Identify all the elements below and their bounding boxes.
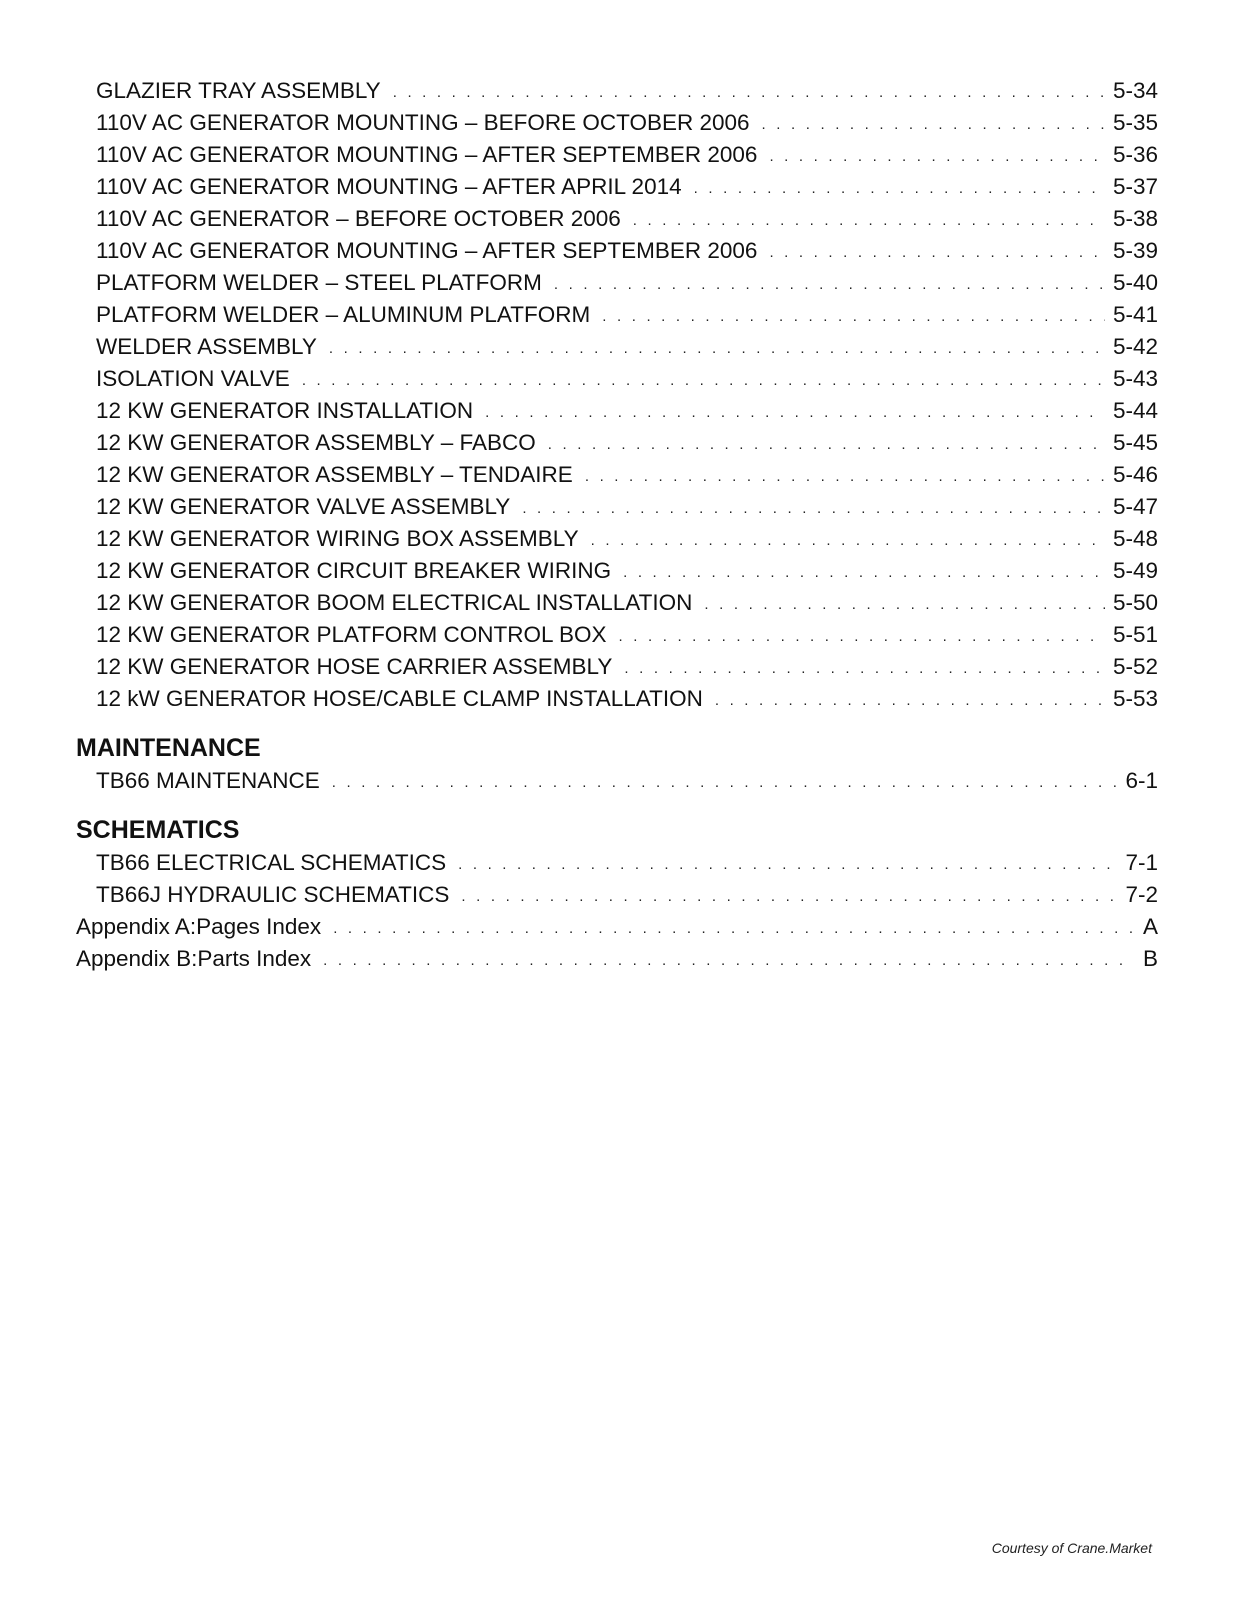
toc-entry-title: GLAZIER TRAY ASSEMBLY [96, 78, 381, 103]
toc-entry[interactable] [76, 587, 1158, 619]
table-of-contents [76, 75, 1158, 975]
toc-list-maintenance [76, 765, 1158, 797]
dot-leader [591, 525, 1105, 557]
toc-entry-title: Appendix B:Parts Index [76, 946, 312, 971]
dot-leader [694, 173, 1105, 205]
toc-entry[interactable] [76, 847, 1158, 879]
dot-leader [522, 493, 1105, 525]
toc-entry-title: 110V AC GENERATOR – BEFORE OCTOBER 2006 [96, 206, 621, 231]
toc-entry-title: 12 KW GENERATOR PLATFORM CONTROL BOX [96, 622, 607, 647]
toc-entry[interactable] [76, 555, 1158, 587]
toc-entry[interactable] [76, 683, 1158, 715]
toc-entry[interactable] [76, 203, 1158, 235]
toc-entry-page: 5-52 [1112, 654, 1158, 679]
toc-entry-title: 12 KW GENERATOR VALVE ASSEMBLY [96, 494, 511, 519]
dot-leader [548, 429, 1105, 461]
dot-leader [715, 685, 1105, 717]
toc-entry-title: 12 KW GENERATOR ASSEMBLY – TENDAIRE [96, 462, 573, 487]
dot-leader [554, 269, 1105, 301]
toc-list-schematics [76, 847, 1158, 911]
toc-entry-page: 5-48 [1112, 526, 1158, 551]
dot-leader [302, 365, 1105, 397]
dot-leader [332, 767, 1118, 799]
dot-leader [769, 141, 1105, 173]
toc-entry-title: 110V AC GENERATOR MOUNTING – AFTER SEPTEMBER 2006 [96, 238, 758, 263]
toc-entry-page: 5-51 [1112, 622, 1158, 647]
toc-entry-page: 5-45 [1112, 430, 1158, 455]
toc-entry-title: 110V AC GENERATOR MOUNTING – AFTER APRIL 2014 [96, 174, 682, 199]
toc-entry-title: 12 KW GENERATOR HOSE CARRIER ASSEMBLY [96, 654, 613, 679]
toc-entry-page: 5-47 [1112, 494, 1158, 519]
toc-entry-page: 5-43 [1112, 366, 1158, 391]
toc-entry-page: 7-2 [1125, 882, 1158, 907]
toc-entry-page: 5-40 [1112, 270, 1158, 295]
toc-entry-title: PLATFORM WELDER – ALUMINUM PLATFORM [96, 302, 591, 327]
toc-entry-title: 12 KW GENERATOR ASSEMBLY – FABCO [96, 430, 536, 455]
toc-entry-page: 5-50 [1112, 590, 1158, 615]
toc-entry[interactable] [76, 427, 1158, 459]
toc-entry[interactable] [76, 139, 1158, 171]
toc-entry-page: 5-36 [1112, 142, 1158, 167]
dot-leader [619, 621, 1105, 653]
toc-entry-title: TB66 MAINTENANCE [96, 768, 320, 793]
dot-leader [623, 557, 1105, 589]
toc-entry[interactable] [76, 299, 1158, 331]
toc-entry-title: 12 KW GENERATOR WIRING BOX ASSEMBLY [96, 526, 579, 551]
toc-list-appendices [76, 911, 1158, 975]
toc-entry[interactable] [76, 523, 1158, 555]
toc-entry-title: 110V AC GENERATOR MOUNTING – BEFORE OCTOBER 2006 [96, 110, 750, 135]
toc-entry-page: 5-41 [1112, 302, 1158, 327]
dot-leader [329, 333, 1105, 365]
dot-leader [333, 913, 1135, 945]
toc-entry-title: 12 KW GENERATOR INSTALLATION [96, 398, 474, 423]
toc-entry[interactable] [76, 107, 1158, 139]
footer-credit: Courtesy of Crane.Market [991, 1540, 1152, 1556]
dot-leader [602, 301, 1105, 333]
toc-entry[interactable] [76, 267, 1158, 299]
toc-list [76, 75, 1158, 715]
toc-entry[interactable] [76, 491, 1158, 523]
toc-entry[interactable] [76, 75, 1158, 107]
dot-leader [769, 237, 1105, 269]
toc-entry-page: 5-42 [1112, 334, 1158, 359]
dot-leader [633, 205, 1105, 237]
toc-entry-title: TB66J HYDRAULIC SCHEMATICS [96, 882, 450, 907]
toc-entry[interactable] [76, 765, 1158, 797]
dot-leader [323, 945, 1135, 977]
toc-entry[interactable] [76, 911, 1158, 943]
toc-entry-page: 5-53 [1112, 686, 1158, 711]
toc-entry[interactable] [76, 235, 1158, 267]
toc-entry-title: 12 KW GENERATOR BOOM ELECTRICAL INSTALLATION [96, 590, 693, 615]
toc-entry-title: 110V AC GENERATOR MOUNTING – AFTER SEPTEMBER 2006 [96, 142, 758, 167]
dot-leader [624, 653, 1105, 685]
toc-entry-page: A [1142, 914, 1158, 939]
toc-entry-page: 5-49 [1112, 558, 1158, 583]
toc-entry-title: WELDER ASSEMBLY [96, 334, 317, 359]
toc-entry-page: 5-44 [1112, 398, 1158, 423]
dot-leader [485, 397, 1105, 429]
toc-entry-page: 5-34 [1112, 78, 1158, 103]
dot-leader [461, 881, 1117, 913]
toc-entry-page: 5-38 [1112, 206, 1158, 231]
toc-entry-page: 6-1 [1125, 768, 1158, 793]
toc-entry[interactable] [76, 879, 1158, 911]
toc-entry-title: Appendix A:Pages Index [76, 914, 322, 939]
dot-leader [762, 109, 1105, 141]
toc-entry[interactable] [76, 331, 1158, 363]
toc-entry[interactable] [76, 943, 1158, 975]
toc-entry-title: 12 KW GENERATOR CIRCUIT BREAKER WIRING [96, 558, 612, 583]
toc-entry[interactable] [76, 619, 1158, 651]
toc-entry-title: TB66 ELECTRICAL SCHEMATICS [96, 850, 447, 875]
toc-entry[interactable] [76, 363, 1158, 395]
toc-entry[interactable] [76, 459, 1158, 491]
toc-entry-page: 5-39 [1112, 238, 1158, 263]
dot-leader [704, 589, 1105, 621]
section-heading-schematics: SCHEMATICS [76, 816, 240, 844]
toc-entry[interactable] [76, 395, 1158, 427]
toc-entry-page: 5-46 [1112, 462, 1158, 487]
toc-entry-page: 5-35 [1112, 110, 1158, 135]
toc-entry[interactable] [76, 171, 1158, 203]
toc-entry-page: B [1142, 946, 1158, 971]
dot-leader [585, 461, 1105, 493]
section-heading-maintenance: MAINTENANCE [76, 734, 261, 762]
toc-entry-title: PLATFORM WELDER – STEEL PLATFORM [96, 270, 542, 295]
dot-leader [393, 77, 1105, 109]
toc-entry-page: 5-37 [1112, 174, 1158, 199]
toc-entry-page: 7-1 [1125, 850, 1158, 875]
toc-entry-title: ISOLATION VALVE [96, 366, 290, 391]
dot-leader [458, 849, 1117, 881]
toc-entry-title: 12 kW GENERATOR HOSE/CABLE CLAMP INSTALLATION [96, 686, 703, 711]
toc-entry[interactable] [76, 651, 1158, 683]
